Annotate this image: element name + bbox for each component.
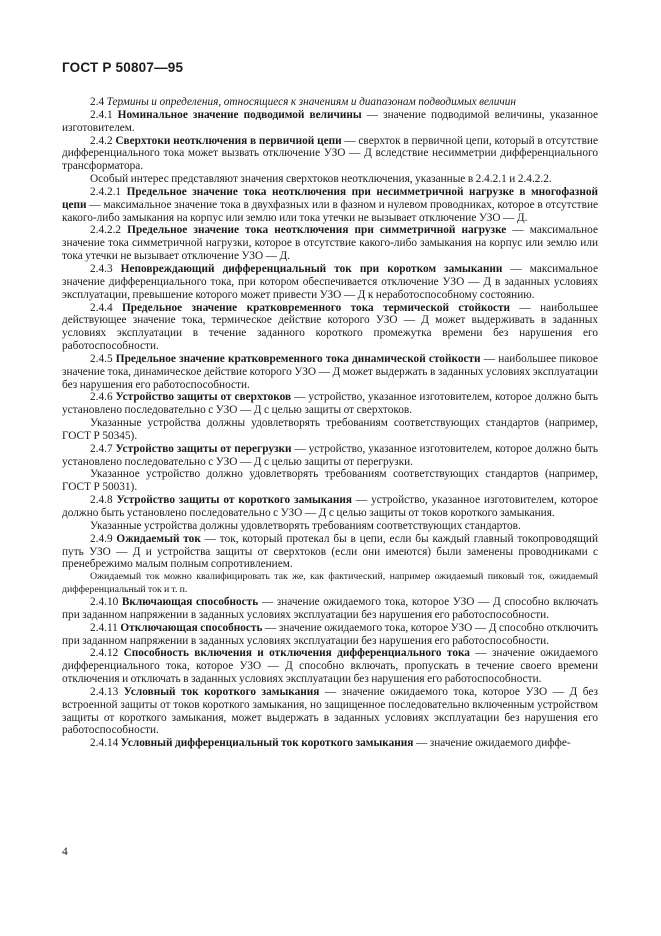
paragraph-text: Указанные устройства должны удовлетворять требованиям соответствующих стандартов. xyxy=(90,519,521,532)
defined-term: Отключающая способность xyxy=(120,621,263,634)
definition-paragraph xyxy=(62,353,598,392)
paragraph-text: Особый интерес представляют значения сверхтоков неотключения, указанные в 2.4.2.1 и 2.4.2.2. xyxy=(90,173,552,186)
para-number: 2.4.12 xyxy=(90,647,119,660)
definition-text: — устройство, указанное изготовителем, которое должно быть установлено последовательно с УЗО — Д с целью защиты от токов короткого замыкания. xyxy=(62,494,598,519)
para-number: 2.4.14 xyxy=(90,737,119,750)
defined-term: Предельное значение кратковременного тока динамической стойкости xyxy=(115,352,481,365)
note-paragraph xyxy=(62,173,598,186)
defined-term: Способность включения и отключения дифференциального тока xyxy=(123,647,470,660)
para-number: 2.4.1 xyxy=(90,108,113,121)
definition-text: — значение ожидаемого диффе- xyxy=(413,737,571,750)
para-number: 2.4.7 xyxy=(90,442,113,455)
definition-paragraph xyxy=(62,109,598,135)
defined-term: Включающая способность xyxy=(121,596,259,609)
defined-term: Устройство защиты от сверхтоков xyxy=(115,391,292,404)
definition-paragraph xyxy=(62,622,598,648)
small-note-paragraph xyxy=(62,571,598,596)
para-number: 2.4.11 xyxy=(90,621,118,634)
page-number: 4 xyxy=(62,846,68,858)
definition-paragraph xyxy=(62,494,598,520)
para-number: 2.4 xyxy=(90,96,105,108)
document-body xyxy=(62,96,598,750)
definition-paragraph xyxy=(62,686,598,737)
para-number: 2.4.3 xyxy=(90,262,113,275)
definition-text: — максимальное значение дифференциального тока, при котором обеспечивается отключение УЗО — Д в заданных условиях эксплуатации, превышение которого может привести УЗО — Д к неработоспособному состоянию. xyxy=(62,262,598,301)
definition-paragraph xyxy=(62,443,598,469)
definition-text: — устройство, указанное изготовителем, которое должно быть установлено последовательно с УЗО — Д с целью защиты от перегрузки. xyxy=(62,442,598,468)
definition-paragraph xyxy=(62,391,598,417)
definition-paragraph xyxy=(62,135,598,174)
paragraph-text: Указанное устройство должно удовлетворять требованиям соответствующих стандартов (например, ГОСТ Р 50031). xyxy=(62,468,598,494)
para-number: 2.4.9 xyxy=(90,532,113,545)
defined-term: Неповреждающий дифференциальный ток при коротком замыкании xyxy=(120,262,503,275)
definition-text: — ток, который протекал бы в цепи, если бы каждый главный токопроводящий путь УЗО — Д и устройства защиты от сверхтоков (если они имеются) были заменены проводниками с пренебрежимо малым полным сопротивлением. xyxy=(62,532,598,571)
definition-paragraph xyxy=(62,263,598,302)
definition-paragraph xyxy=(62,186,598,225)
definition-text: — устройство, указанное изготовителем, которое должно быть установлено последовательно с УЗО — Д с целью защиты от сверхтоков. xyxy=(62,391,599,417)
defined-term: Номинальное значение подводимой величины xyxy=(117,108,362,121)
definition-paragraph xyxy=(62,647,598,686)
defined-term: Условный дифференциальный ток короткого замыкания xyxy=(120,737,414,750)
defined-term: Устройство защиты от перегрузки xyxy=(115,442,292,455)
definition-paragraph xyxy=(62,224,598,263)
note-paragraph xyxy=(62,417,598,443)
para-number: 2.4.4 xyxy=(90,301,113,314)
defined-term: Устройство защиты от короткого замыкания xyxy=(116,494,352,507)
defined-term: Предельное значение тока неотключения при симметричной нагрузке xyxy=(127,224,507,237)
defined-term: Условный ток короткого замыкания xyxy=(123,685,320,698)
para-number: 2.4.6 xyxy=(90,391,113,404)
definition-text: — значение ожидаемого тока, которое УЗО — Д способно включать при заданном напряжении в заданных условиях эксплуатации без нарушения его работоспособности. xyxy=(62,596,598,621)
definition-text: — значение ожидаемого тока, которое УЗО — Д без встроенной защиты от токов короткого замыкания, но защищенное последовательно включенным устройством защиты от короткого замыкания, может выдержать в заданных условиях эксплуатации без нарушения его работоспособности. xyxy=(62,685,598,737)
definition-text: — сверхток в первичной цепи, который в отсутствие дифференциального тока может вызвать отключение УЗО — Д вследствие несимметрии дифференциального трансформатора. xyxy=(62,134,598,173)
definition-paragraph xyxy=(62,737,598,750)
definition-text: — значение подводимой величины, указанное изготовителем. xyxy=(62,108,599,134)
para-number: 2.4.2.2 xyxy=(90,224,122,237)
definition-text: — значение ожидаемого дифференциального тока, которое УЗО — Д способно включать, пропускать в течение своего времени отключения и отключать в заданных условиях эксплуатации без нарушения его работоспособности. xyxy=(62,647,598,686)
defined-term: Ожидаемый ток xyxy=(116,532,201,545)
para-number: 2.4.2 xyxy=(90,134,113,147)
para-number: 2.4.5 xyxy=(90,352,113,365)
note-paragraph xyxy=(62,468,598,494)
para-number: 2.4.13 xyxy=(90,685,119,698)
section-title: Термины и определения, относящиеся к значениям и диапазонам подводимых величин xyxy=(106,96,516,108)
definition-text: — максимальное значение тока симметричной нагрузки, которое в отсутствие какого-либо замыкания на корпус или землю или тока утечки не вызывает отключение УЗО — Д. xyxy=(62,224,598,263)
defined-term: Сверхтоки неотключения в первичной цепи xyxy=(115,134,342,147)
document-header: ГОСТ Р 50807—95 xyxy=(62,60,184,75)
defined-term: Предельное значение тока неотключения при несимметричной нагрузке в многофазной цепи xyxy=(62,185,598,211)
definition-paragraph xyxy=(62,533,598,572)
section-heading xyxy=(62,96,598,109)
defined-term: Предельное значение кратковременного тока термической стойкости xyxy=(121,301,511,314)
note-paragraph xyxy=(62,520,598,533)
paragraph-text: Указанные устройства должны удовлетворять требованиям соответствующих стандартов (например, ГОСТ Р 50345). xyxy=(62,417,598,442)
paragraph-text: Ожидаемый ток можно квалифицировать так же, как фактический, например ожидаемый пиковый ток, ожидаемый дифференциальный ток и т. п. xyxy=(62,571,598,595)
para-number: 2.4.2.1 xyxy=(90,185,122,198)
definition-paragraph xyxy=(62,596,598,622)
definition-text: — значение ожидаемого тока, которое УЗО — Д способно отключить при заданном напряжении в заданных условиях эксплуатации без нарушения его работоспособности. xyxy=(62,621,598,647)
definition-text: — максимальное значение тока в двухфазных или в фазном и нулевом проводниках, которое в отсутствие какого-либо замыкания на корпус или землю или тока утечки не вызывает отключение УЗО — Д. xyxy=(62,198,598,224)
definition-text: — наибольшее действующее значение тока, термическое действие которого УЗО — Д может выдерживать в заданных условиях эксплуатации в течение заданного короткого промежутка времени без нарушения его работоспособности. xyxy=(62,301,598,353)
definition-paragraph xyxy=(62,302,598,353)
para-number: 2.4.10 xyxy=(90,596,119,609)
para-number: 2.4.8 xyxy=(90,494,113,507)
definition-text: — наибольшее пиковое значение тока, динамическое действие которого УЗО — Д может выдержать в заданных условиях эксплуатации без нарушения его работоспособности. xyxy=(62,352,599,391)
